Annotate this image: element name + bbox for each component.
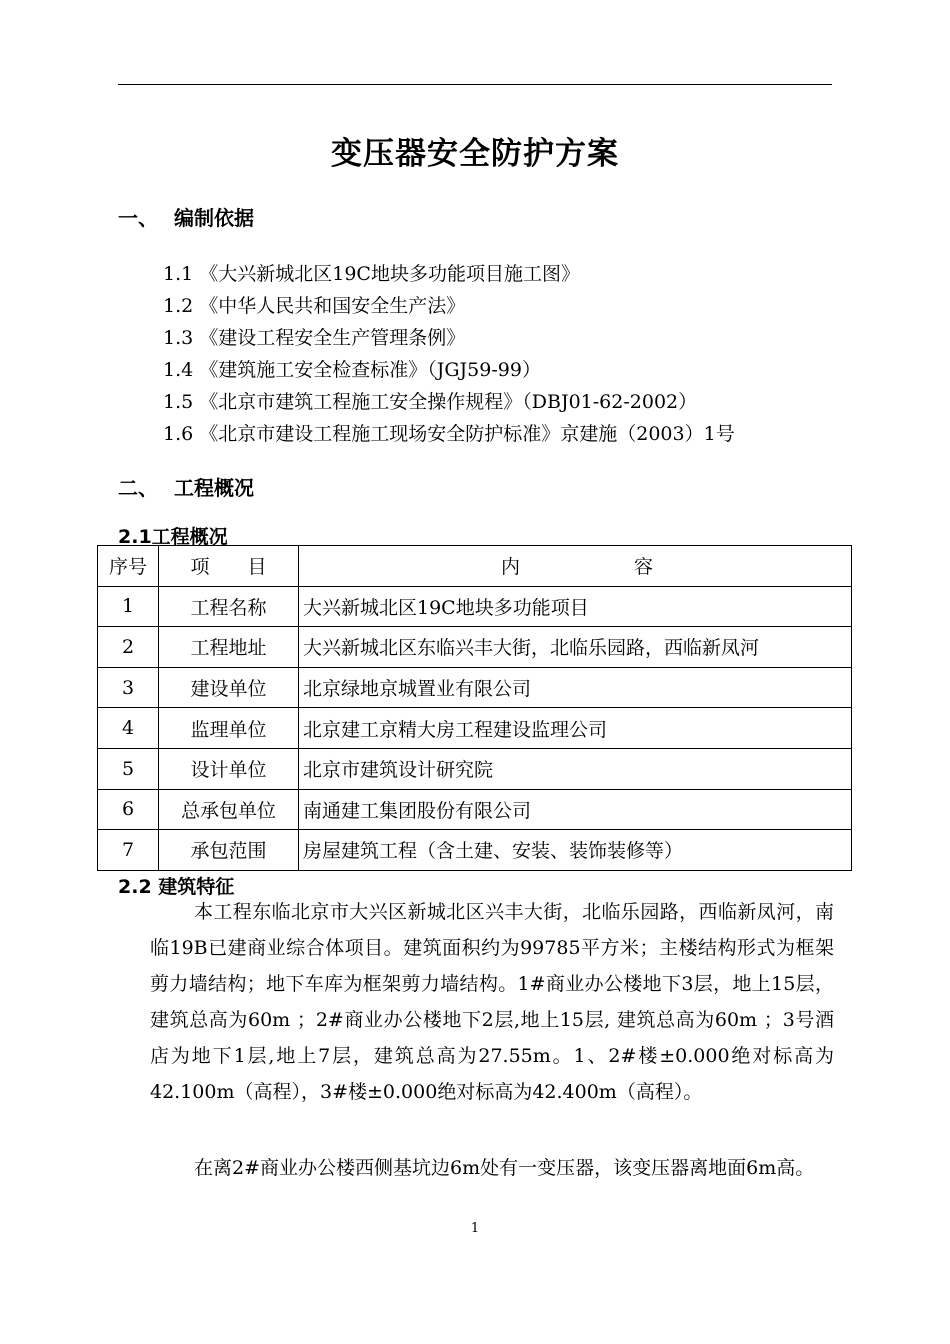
table-cell: 大兴新城北区东临兴丰大街，北临乐园路，西临新凤河 <box>299 627 852 668</box>
table-row <box>98 627 852 668</box>
header-cell: 内 容 <box>299 546 852 587</box>
table-cell: 北京建工京精大房工程建设监理公司 <box>299 708 852 749</box>
table-cell: 总承包单位 <box>159 789 299 830</box>
table-cell: 4 <box>98 708 159 749</box>
table-header-row <box>98 546 852 587</box>
subsection-heading: 2.2 建筑特征 <box>118 876 235 898</box>
section-heading-basis <box>118 202 254 231</box>
table-cell: 工程名称 <box>159 586 299 627</box>
table-cell: 北京市建筑设计研究院 <box>299 748 852 789</box>
table-cell: 房屋建筑工程（含土建、安装、装饰装修等） <box>299 830 852 871</box>
table-cell: 6 <box>98 789 159 830</box>
paragraph-transformer: 在离2#商业办公楼西侧基坑边6m处有一变压器，该变压器离地面6m高。 <box>194 1157 815 1179</box>
table-cell: 大兴新城北区19C地块多功能项目 <box>299 586 852 627</box>
reference-item: 1.6 《北京市建设工程施工现场安全防护标准》京建施（2003）1号 <box>163 423 735 445</box>
table-row <box>98 586 852 627</box>
paragraph-building-features: 本工程东临北京市大兴区新城北区兴丰大街，北临乐园路，西临新凤河，南临19B已建商业综合体项目。建筑面积约为99785平方米；主楼结构形式为框架剪力墙结构；地下车库为框架剪力墙结构。1#商业办公楼地下3层，地上15层，建筑总高为60m ；2#商业办公楼地下2层,地上15层, 建筑总高为60m ；3号酒店为地下1层,地上7层，建筑总高为27.55m。1、2#楼±0.000绝对标高为42.100m（高程），3#楼±0.000绝对标高为42.400m（高程）。 <box>150 901 834 1103</box>
section-title: 编制依据 <box>174 206 254 230</box>
reference-item: 1.3 《建设工程安全生产管理条例》 <box>163 327 466 349</box>
table-row <box>98 708 852 749</box>
table-cell: 承包范围 <box>159 830 299 871</box>
section-heading-overview <box>118 472 254 501</box>
table-row <box>98 830 852 871</box>
header-rule <box>118 84 832 85</box>
table-cell: 3 <box>98 667 159 708</box>
table-cell: 北京绿地京城置业有限公司 <box>299 667 852 708</box>
table-cell: 7 <box>98 830 159 871</box>
table-row <box>98 667 852 708</box>
table-cell: 5 <box>98 748 159 789</box>
project-info-table <box>97 545 852 871</box>
reference-item: 1.5 《北京市建筑工程施工安全操作规程》（DBJ01-62-2002） <box>163 391 698 413</box>
subsection-heading: 2.1工程概况 <box>118 526 228 548</box>
reference-item: 1.2 《中华人民共和国安全生产法》 <box>163 295 466 317</box>
table-cell: 建设单位 <box>159 667 299 708</box>
section-title: 工程概况 <box>174 476 254 500</box>
table-cell: 1 <box>98 586 159 627</box>
page-title: 变压器安全防护方案 <box>331 136 619 172</box>
table-cell: 南通建工集团股份有限公司 <box>299 789 852 830</box>
header-cell: 项 目 <box>159 546 299 587</box>
table-cell: 2 <box>98 627 159 668</box>
reference-item: 1.4 《建筑施工安全检查标准》（JGJ59-99） <box>163 359 541 381</box>
table-cell: 监理单位 <box>159 708 299 749</box>
page-number: 1 <box>470 1221 480 1236</box>
table-row <box>98 748 852 789</box>
table-cell: 设计单位 <box>159 748 299 789</box>
table-cell: 工程地址 <box>159 627 299 668</box>
section-number: 一、 <box>118 206 158 230</box>
section-number: 二、 <box>118 476 158 500</box>
reference-item: 1.1 《大兴新城北区19C地块多功能项目施工图》 <box>163 263 580 285</box>
header-cell: 序号 <box>98 546 159 587</box>
table-row <box>98 789 852 830</box>
